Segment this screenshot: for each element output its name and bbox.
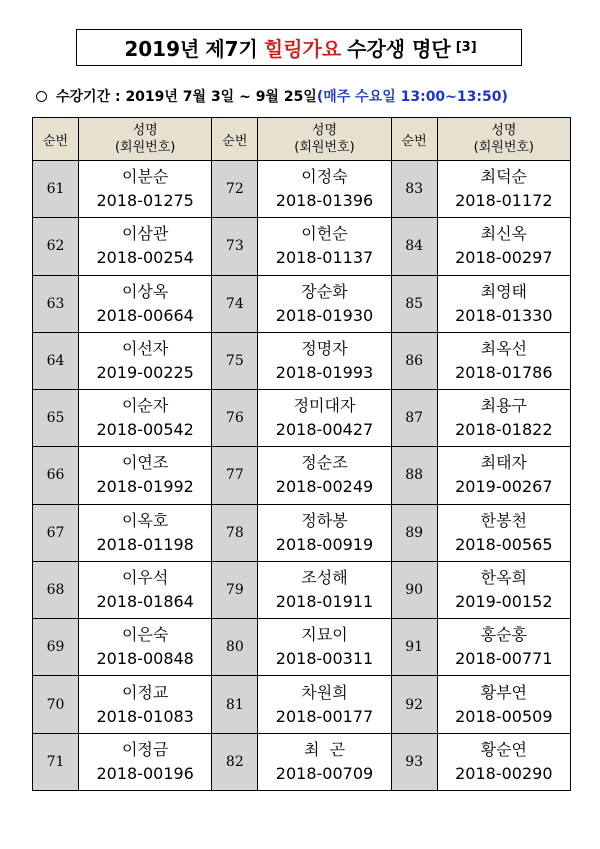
table-header-row [33, 118, 571, 161]
student-name: 최용구 [480, 396, 528, 416]
student-number: 80 [212, 619, 258, 676]
student-cell [437, 390, 570, 447]
member-id: 2018-01137 [275, 248, 374, 268]
header-name-line2: (회원번호) [473, 140, 535, 155]
student-number: 61 [33, 161, 79, 218]
student-number: 68 [33, 561, 79, 618]
member-id: 2018-01083 [96, 706, 194, 726]
student-name: 정미대자 [293, 396, 356, 416]
student-number: 64 [33, 332, 79, 389]
member-id: 2018-00664 [96, 305, 194, 325]
member-id: 2018-00919 [275, 534, 374, 554]
student-number: 72 [212, 161, 258, 218]
header-name [79, 118, 212, 161]
student-cell [258, 390, 391, 447]
student-name: 최태자 [480, 453, 528, 473]
member-id: 2018-01396 [275, 191, 374, 211]
member-id: 2019-00267 [455, 477, 553, 497]
member-id: 2019-00225 [96, 362, 194, 382]
table-row [33, 218, 571, 275]
student-name: 조성해 [301, 567, 348, 587]
student-cell [258, 218, 391, 275]
student-cell [437, 676, 570, 733]
student-number: 90 [391, 561, 437, 618]
student-name: 이순자 [121, 396, 169, 416]
table-row [33, 161, 571, 218]
student-name: 홍순홍 [480, 625, 528, 645]
student-cell [79, 332, 212, 389]
student-name: 이정교 [121, 682, 169, 702]
student-number: 93 [391, 733, 437, 790]
student-cell [258, 504, 391, 561]
member-id: 2018-00177 [275, 706, 374, 726]
header-name [258, 118, 391, 161]
member-id: 2018-00509 [455, 706, 553, 726]
student-number: 77 [212, 447, 258, 504]
member-id: 2018-01198 [96, 534, 194, 554]
student-number: 79 [212, 561, 258, 618]
student-cell [437, 619, 570, 676]
student-number: 91 [391, 619, 437, 676]
title-program: 힐링가요 [263, 37, 342, 61]
table-row [33, 676, 571, 733]
student-name: 최영태 [480, 281, 528, 301]
member-id: 2018-00311 [275, 649, 374, 669]
student-cell [258, 447, 391, 504]
student-cell [79, 275, 212, 332]
table-row [33, 332, 571, 389]
member-id: 2018-00254 [96, 248, 194, 268]
header-name-line1: 성명 [491, 123, 517, 138]
header-name-line2: (회원번호) [114, 140, 176, 155]
student-name: 최 곤 [303, 739, 346, 759]
student-number: 70 [33, 676, 79, 733]
student-number: 65 [33, 390, 79, 447]
student-name: 최신옥 [480, 224, 528, 244]
student-number: 75 [212, 332, 258, 389]
student-name: 정명자 [301, 338, 348, 358]
member-id: 2019-00152 [455, 591, 553, 611]
student-cell [79, 447, 212, 504]
student-name: 이헌순 [301, 224, 348, 244]
document-title [76, 29, 522, 66]
student-number: 85 [391, 275, 437, 332]
student-name: 이은숙 [121, 625, 169, 645]
student-name: 장순화 [301, 281, 348, 301]
student-cell [258, 733, 391, 790]
student-name: 이정금 [121, 739, 169, 759]
member-id: 2018-00709 [275, 763, 374, 783]
course-period [36, 86, 576, 106]
student-number: 69 [33, 619, 79, 676]
member-id: 2018-00290 [455, 763, 553, 783]
student-name: 이분순 [121, 167, 169, 187]
student-name: 이정숙 [301, 167, 348, 187]
table-row [33, 504, 571, 561]
member-id: 2018-01172 [455, 191, 553, 211]
header-num: 순번 [391, 118, 437, 161]
member-id: 2018-01911 [275, 591, 374, 611]
student-number: 63 [33, 275, 79, 332]
student-name: 이우석 [121, 567, 169, 587]
student-cell [258, 161, 391, 218]
table-row [33, 390, 571, 447]
student-name: 최덕순 [480, 167, 528, 187]
student-number: 76 [212, 390, 258, 447]
student-roster-table [32, 117, 571, 791]
student-cell [258, 275, 391, 332]
student-number: 82 [212, 733, 258, 790]
circle-bullet-icon [36, 91, 47, 102]
student-cell [437, 447, 570, 504]
member-id: 2018-00196 [96, 763, 194, 783]
student-name: 차원희 [301, 682, 348, 702]
header-num: 순번 [33, 118, 79, 161]
student-name: 한봉천 [480, 510, 528, 530]
student-cell [437, 275, 570, 332]
student-number: 92 [391, 676, 437, 733]
header-name-line1: 성명 [311, 123, 338, 138]
student-cell [79, 504, 212, 561]
table-row [33, 447, 571, 504]
title-label: 수강생 명단 [347, 37, 451, 61]
student-cell [79, 561, 212, 618]
student-number: 67 [33, 504, 79, 561]
student-name: 정하봉 [301, 510, 348, 530]
member-id: 2018-01786 [455, 362, 553, 382]
title-page: [3] [455, 40, 477, 55]
roster-body [33, 161, 571, 791]
student-number: 81 [212, 676, 258, 733]
member-id: 2018-00848 [96, 649, 194, 669]
member-id: 2018-00249 [275, 477, 374, 497]
student-number: 83 [391, 161, 437, 218]
title-year: 2019년 [124, 37, 200, 61]
student-cell [79, 390, 212, 447]
member-id: 2018-01993 [275, 362, 374, 382]
student-name: 정순조 [301, 453, 348, 473]
student-cell [79, 733, 212, 790]
member-id: 2018-01330 [455, 305, 553, 325]
student-name: 최옥선 [480, 338, 528, 358]
header-name-line2: (회원번호) [294, 140, 355, 155]
student-name: 이삼관 [121, 224, 169, 244]
student-cell [437, 561, 570, 618]
student-cell [437, 161, 570, 218]
student-number: 73 [212, 218, 258, 275]
student-name: 이옥호 [121, 510, 169, 530]
student-name: 이선자 [121, 338, 169, 358]
table-row [33, 275, 571, 332]
student-number: 74 [212, 275, 258, 332]
student-cell [258, 676, 391, 733]
student-number: 62 [33, 218, 79, 275]
student-name: 황부연 [480, 682, 528, 702]
header-name [437, 118, 570, 161]
student-cell [437, 733, 570, 790]
student-name: 이상옥 [121, 281, 169, 301]
student-number: 88 [391, 447, 437, 504]
table-row [33, 733, 571, 790]
student-name: 지묘이 [301, 625, 348, 645]
member-id: 2018-00565 [455, 534, 553, 554]
member-id: 2018-01864 [96, 591, 194, 611]
student-name: 황순연 [480, 739, 528, 759]
student-cell [437, 332, 570, 389]
member-id: 2018-01930 [275, 305, 374, 325]
member-id: 2018-00297 [455, 248, 553, 268]
student-name: 한옥희 [480, 567, 528, 587]
student-cell [258, 332, 391, 389]
student-name: 이연조 [121, 453, 169, 473]
period-schedule: (매주 수요일 13:00~13:50) [316, 89, 508, 105]
student-number: 78 [212, 504, 258, 561]
student-cell [437, 504, 570, 561]
period-label: 수강기간 : 2019년 7월 3일 ~ 9월 25일 [56, 89, 317, 105]
table-row [33, 561, 571, 618]
student-cell [79, 218, 212, 275]
student-number: 84 [391, 218, 437, 275]
header-name-line1: 성명 [132, 123, 158, 138]
student-cell [258, 619, 391, 676]
student-cell [437, 218, 570, 275]
student-number: 66 [33, 447, 79, 504]
student-number: 89 [391, 504, 437, 561]
student-cell [79, 619, 212, 676]
student-number: 86 [391, 332, 437, 389]
member-id: 2018-00771 [455, 649, 553, 669]
member-id: 2018-01275 [96, 191, 194, 211]
header-num: 순번 [212, 118, 258, 161]
student-number: 71 [33, 733, 79, 790]
member-id: 2018-00542 [96, 420, 194, 440]
table-row [33, 619, 571, 676]
student-cell [79, 161, 212, 218]
member-id: 2018-01992 [96, 477, 194, 497]
member-id: 2018-00427 [275, 420, 374, 440]
student-number: 87 [391, 390, 437, 447]
student-cell [258, 561, 391, 618]
member-id: 2018-01822 [455, 420, 553, 440]
title-term: 제7기 [205, 37, 258, 61]
student-cell [79, 676, 212, 733]
